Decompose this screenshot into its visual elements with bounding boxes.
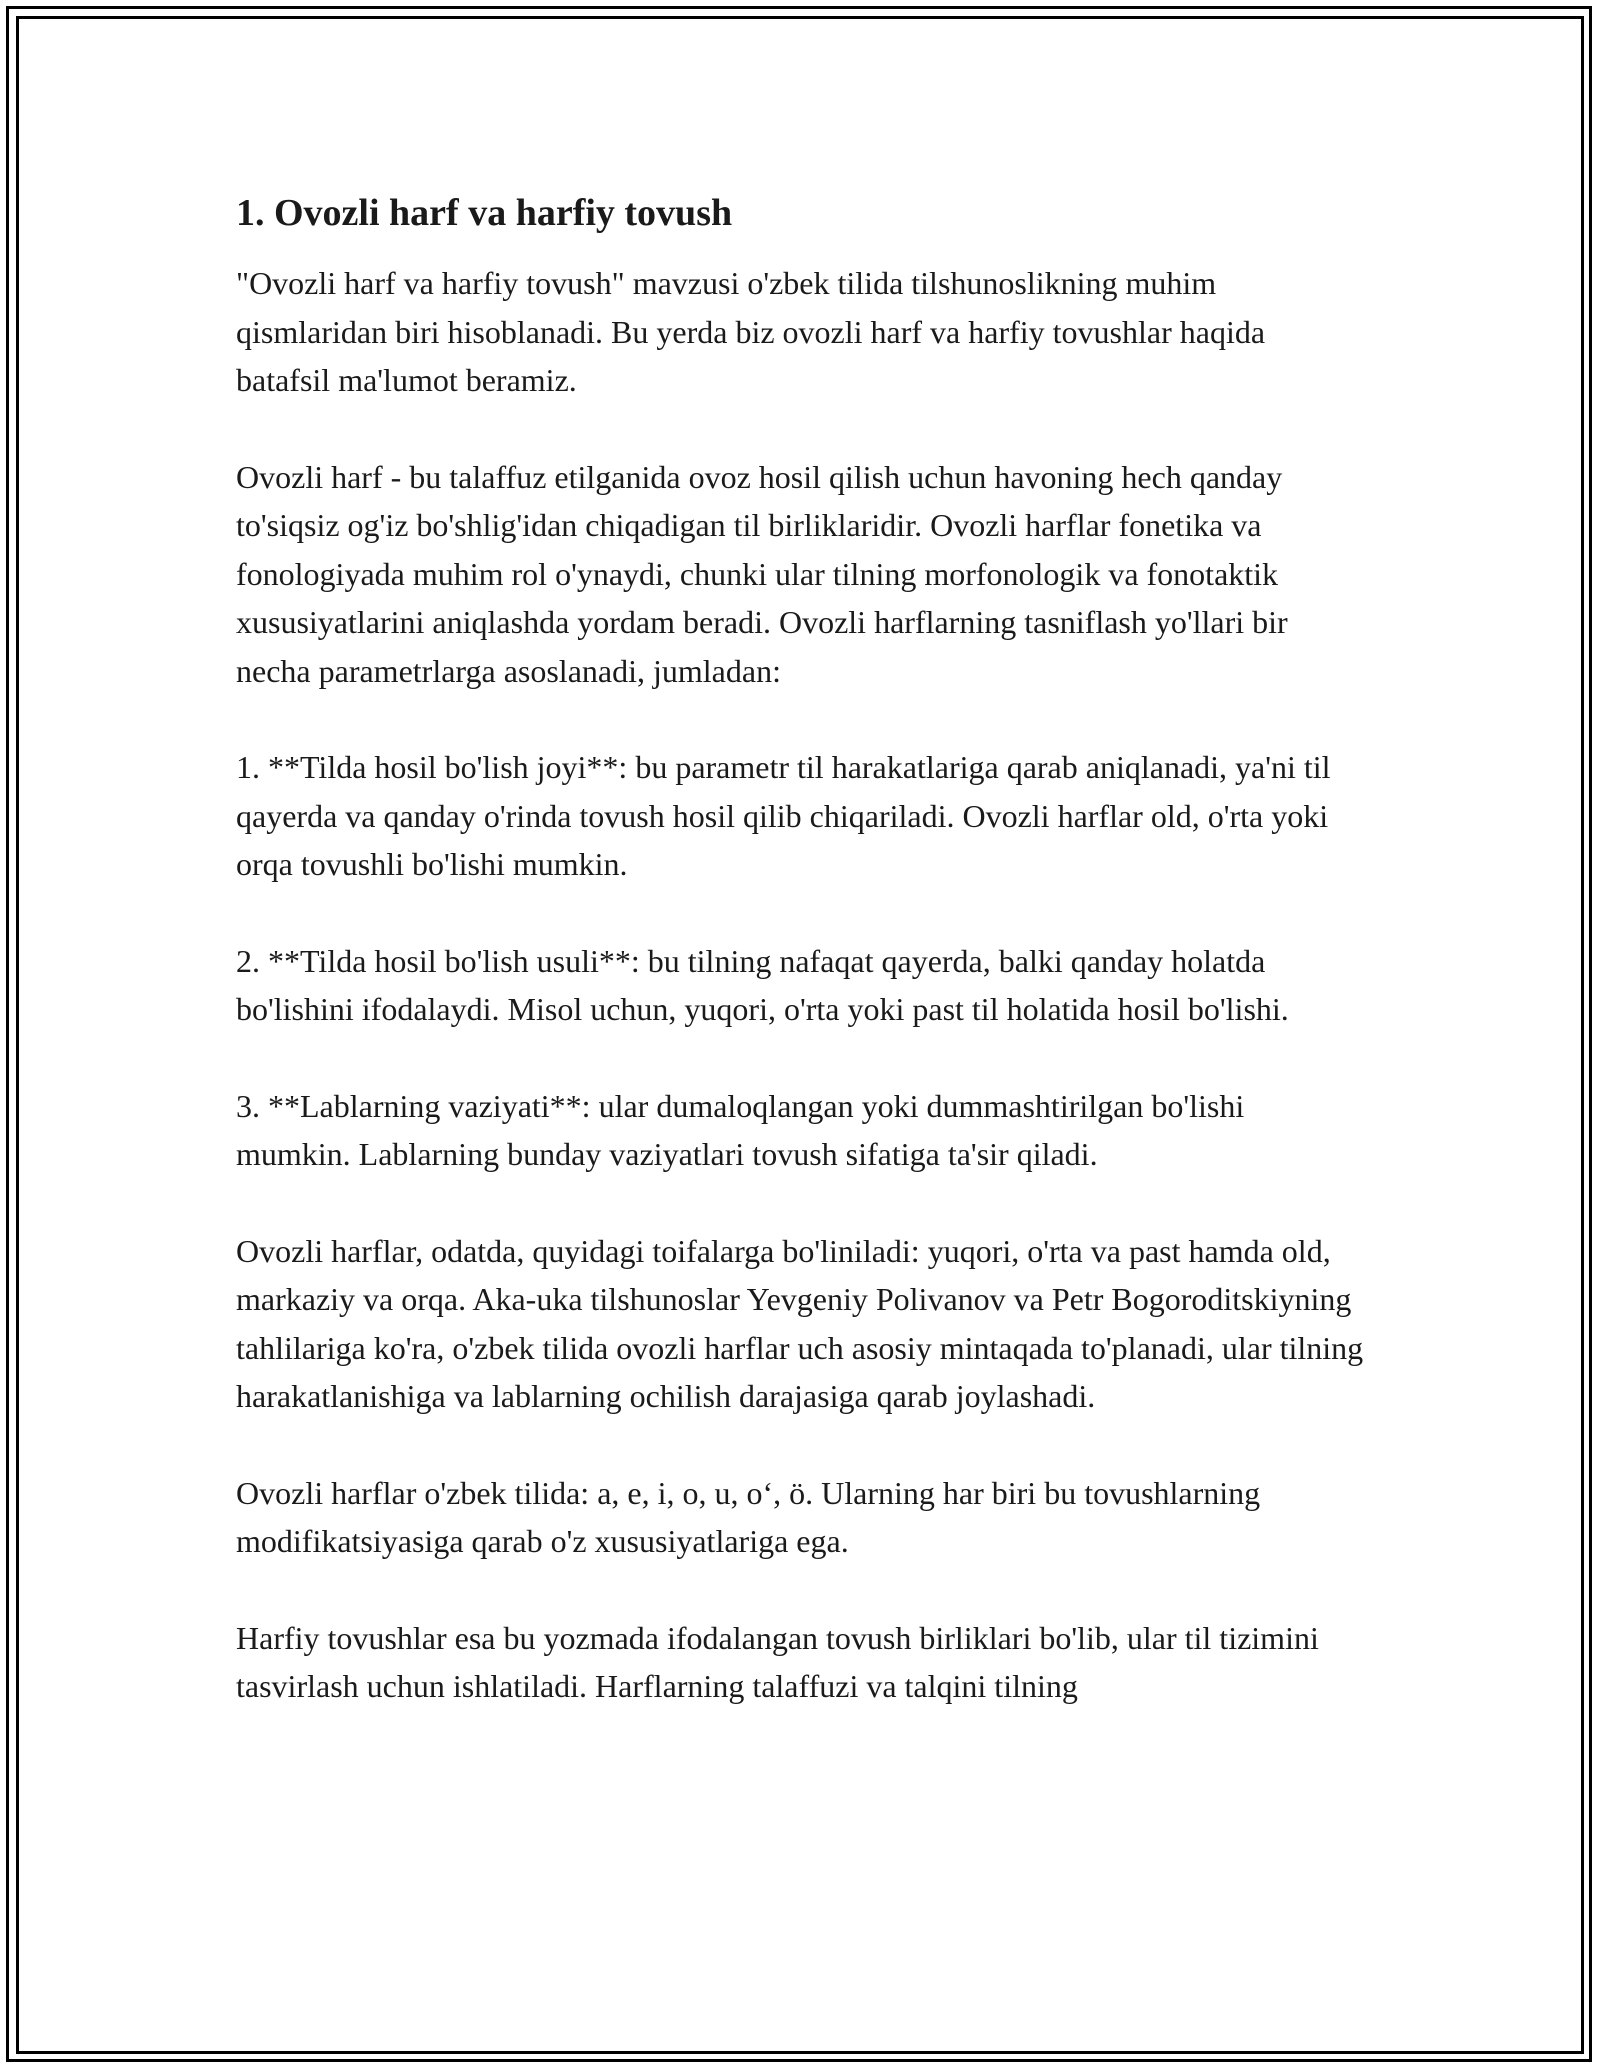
paragraph-categories: Ovozli harflar, odatda, quyidagi toifalarga bo'liniladi: yuqori, o'rta va past hamda old, markaziy va orqa. Aka-uka tilshunoslar Yevgeniy Polivanov va Petr Bogoroditskiyning tahlilariga ko'ra, o'zbek tilida ovozli harflar uch asosiy mintaqada to'planadi, ular tilning harakatlanishiga va lablarning ochilish darajasiga qarab joylashadi. xyxy=(236,1232,1364,1414)
paragraph-definition: Ovozli harf - bu talaffuz etilganida ovoz hosil qilish uchun havoning hech qanday to'siqsiz og'iz bo'shlig'idan chiqadigan til birliklaridir. Ovozli harflar fonetika va fonologiyada muhim rol o'ynaydi, chunki ular tilning morfonologik va fonotaktik xususiyatlarini aniqlashda yordam beradi. Ovozli harflarning tasniflash yo'llari bir necha parametrlarga asoslanadi, jumladan: xyxy=(236,458,1288,689)
paragraph-intro: "Ovozli harf va harfiy tovush" mavzusi o'zbek tilida tilshunoslikning muhim qismlaridan biri hisoblanadi. Bu yerda biz ovozli harf va harfiy tovushlar haqida batafsil ma'lumot beramiz. xyxy=(236,265,1266,398)
list-item-method: 2. **Tilda hosil bo'lish usuli**: bu tilning nafaqat qayerda, balki qanday holatda bo'lishini ifodalaydi. Misol uchun, yuqori, o'rta yoki past til holatida hosil bo'lishi. xyxy=(236,942,1289,1027)
paragraph-vowel-list: Ovozli harflar o'zbek tilida: a, e, i, o, u, o‘, ö. Ularning har biri bu tovushlarning modifikatsiyasiga qarab o'z xususiyatlariga ega. xyxy=(236,1474,1261,1559)
list-item-lips: 3. **Lablarning vaziyati**: ular dumaloqlangan yoki dummashtirilgan bo'lishi mumkin. Lablarning bunday vaziyatlari tovush sifatiga ta'sir qiladi. xyxy=(236,1087,1245,1172)
section-heading: 1. Ovozli harf va harfiy tovush xyxy=(236,192,733,234)
document-body xyxy=(236,187,1366,1711)
list-item-place: 1. **Tilda hosil bo'lish joyi**: bu parametr til harakatlariga qarab aniqlanadi, ya'ni til qayerda va qanday o'rinda tovush hosil qilib chiqariladi. Ovozli harflar old, o'rta yoki orqa tovushli bo'lishi mumkin. xyxy=(236,749,1331,882)
paragraph-letter-sounds: Harfiy tovushlar esa bu yozmada ifodalangan tovush birliklari bo'lib, ular til tizimini tasvirlash uchun ishlatiladi. Harflarning talaffuzi va talqini tilning xyxy=(236,1619,1319,1704)
